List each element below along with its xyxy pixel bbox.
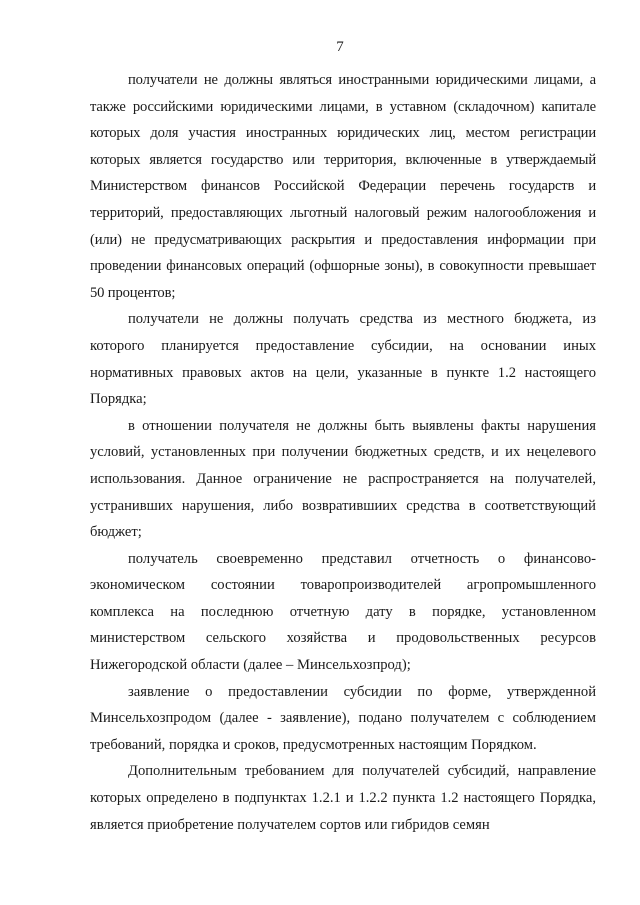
paragraph-violations: в отношении получателя не должны быть выявлены факты нарушения условий, установленных при получении бюджетных средств, и их нецелевого использования. Данное ограничение не распространяется на получателей, устранивших нарушения, либо возвратившиих средства в соответствующий бюджет;	[90, 417, 596, 541]
page-number: 7	[336, 39, 344, 55]
document-body	[90, 67, 596, 838]
paragraph-application: заявление о предоставлении субсидии по форме, утвержденной Минсельхозпродом (далее - заявление), подано получателем с соблюдением требований, порядка и сроков, предусмотренных настоящим Порядком.	[90, 683, 596, 753]
paragraph-additional-requirement: Дополнительным требованием для получателей субсидий, направление которых определено в подпунктах 1.2.1 и 1.2.2 пункта 1.2 настоящего Порядка, является приобретение получателем сортов или гибридов семян	[90, 763, 596, 833]
paragraph-foreign-entities: получатели не должны являться иностранными юридическими лицами, а также российскими юридическими лицами, в уставном (складочном) капитале которых доля участия иностранных юридических лиц, местом регистрации которых является государство или территория, включенные в утверждаемый Министерством финансов Российской Федерации перечень государств и территорий, предоставляющих льготный налоговый режим налогообложения и (или) не предусматривающих раскрытия и предоставления информации при проведении финансовых операций (офшорные зоны), в совокупности превышает 50 процентов;	[90, 72, 596, 301]
paragraph-reporting: получатель своевременно представил отчетность о финансово-экономическом состоянии товаропроизводителей агропромышленного комплекса на последнюю отчетную дату в порядке, установленном министерством сельского хозяйства и продовольственных ресурсов Нижегородской области (далее – Минсельхозпрод);	[90, 550, 596, 674]
paragraph-local-budget: получатели не должны получать средства из местного бюджета, из которого планируется предоставление субсидии, на основании иных нормативных правовых актов на цели, указанные в пункте 1.2 настоящего Порядка;	[90, 311, 596, 408]
